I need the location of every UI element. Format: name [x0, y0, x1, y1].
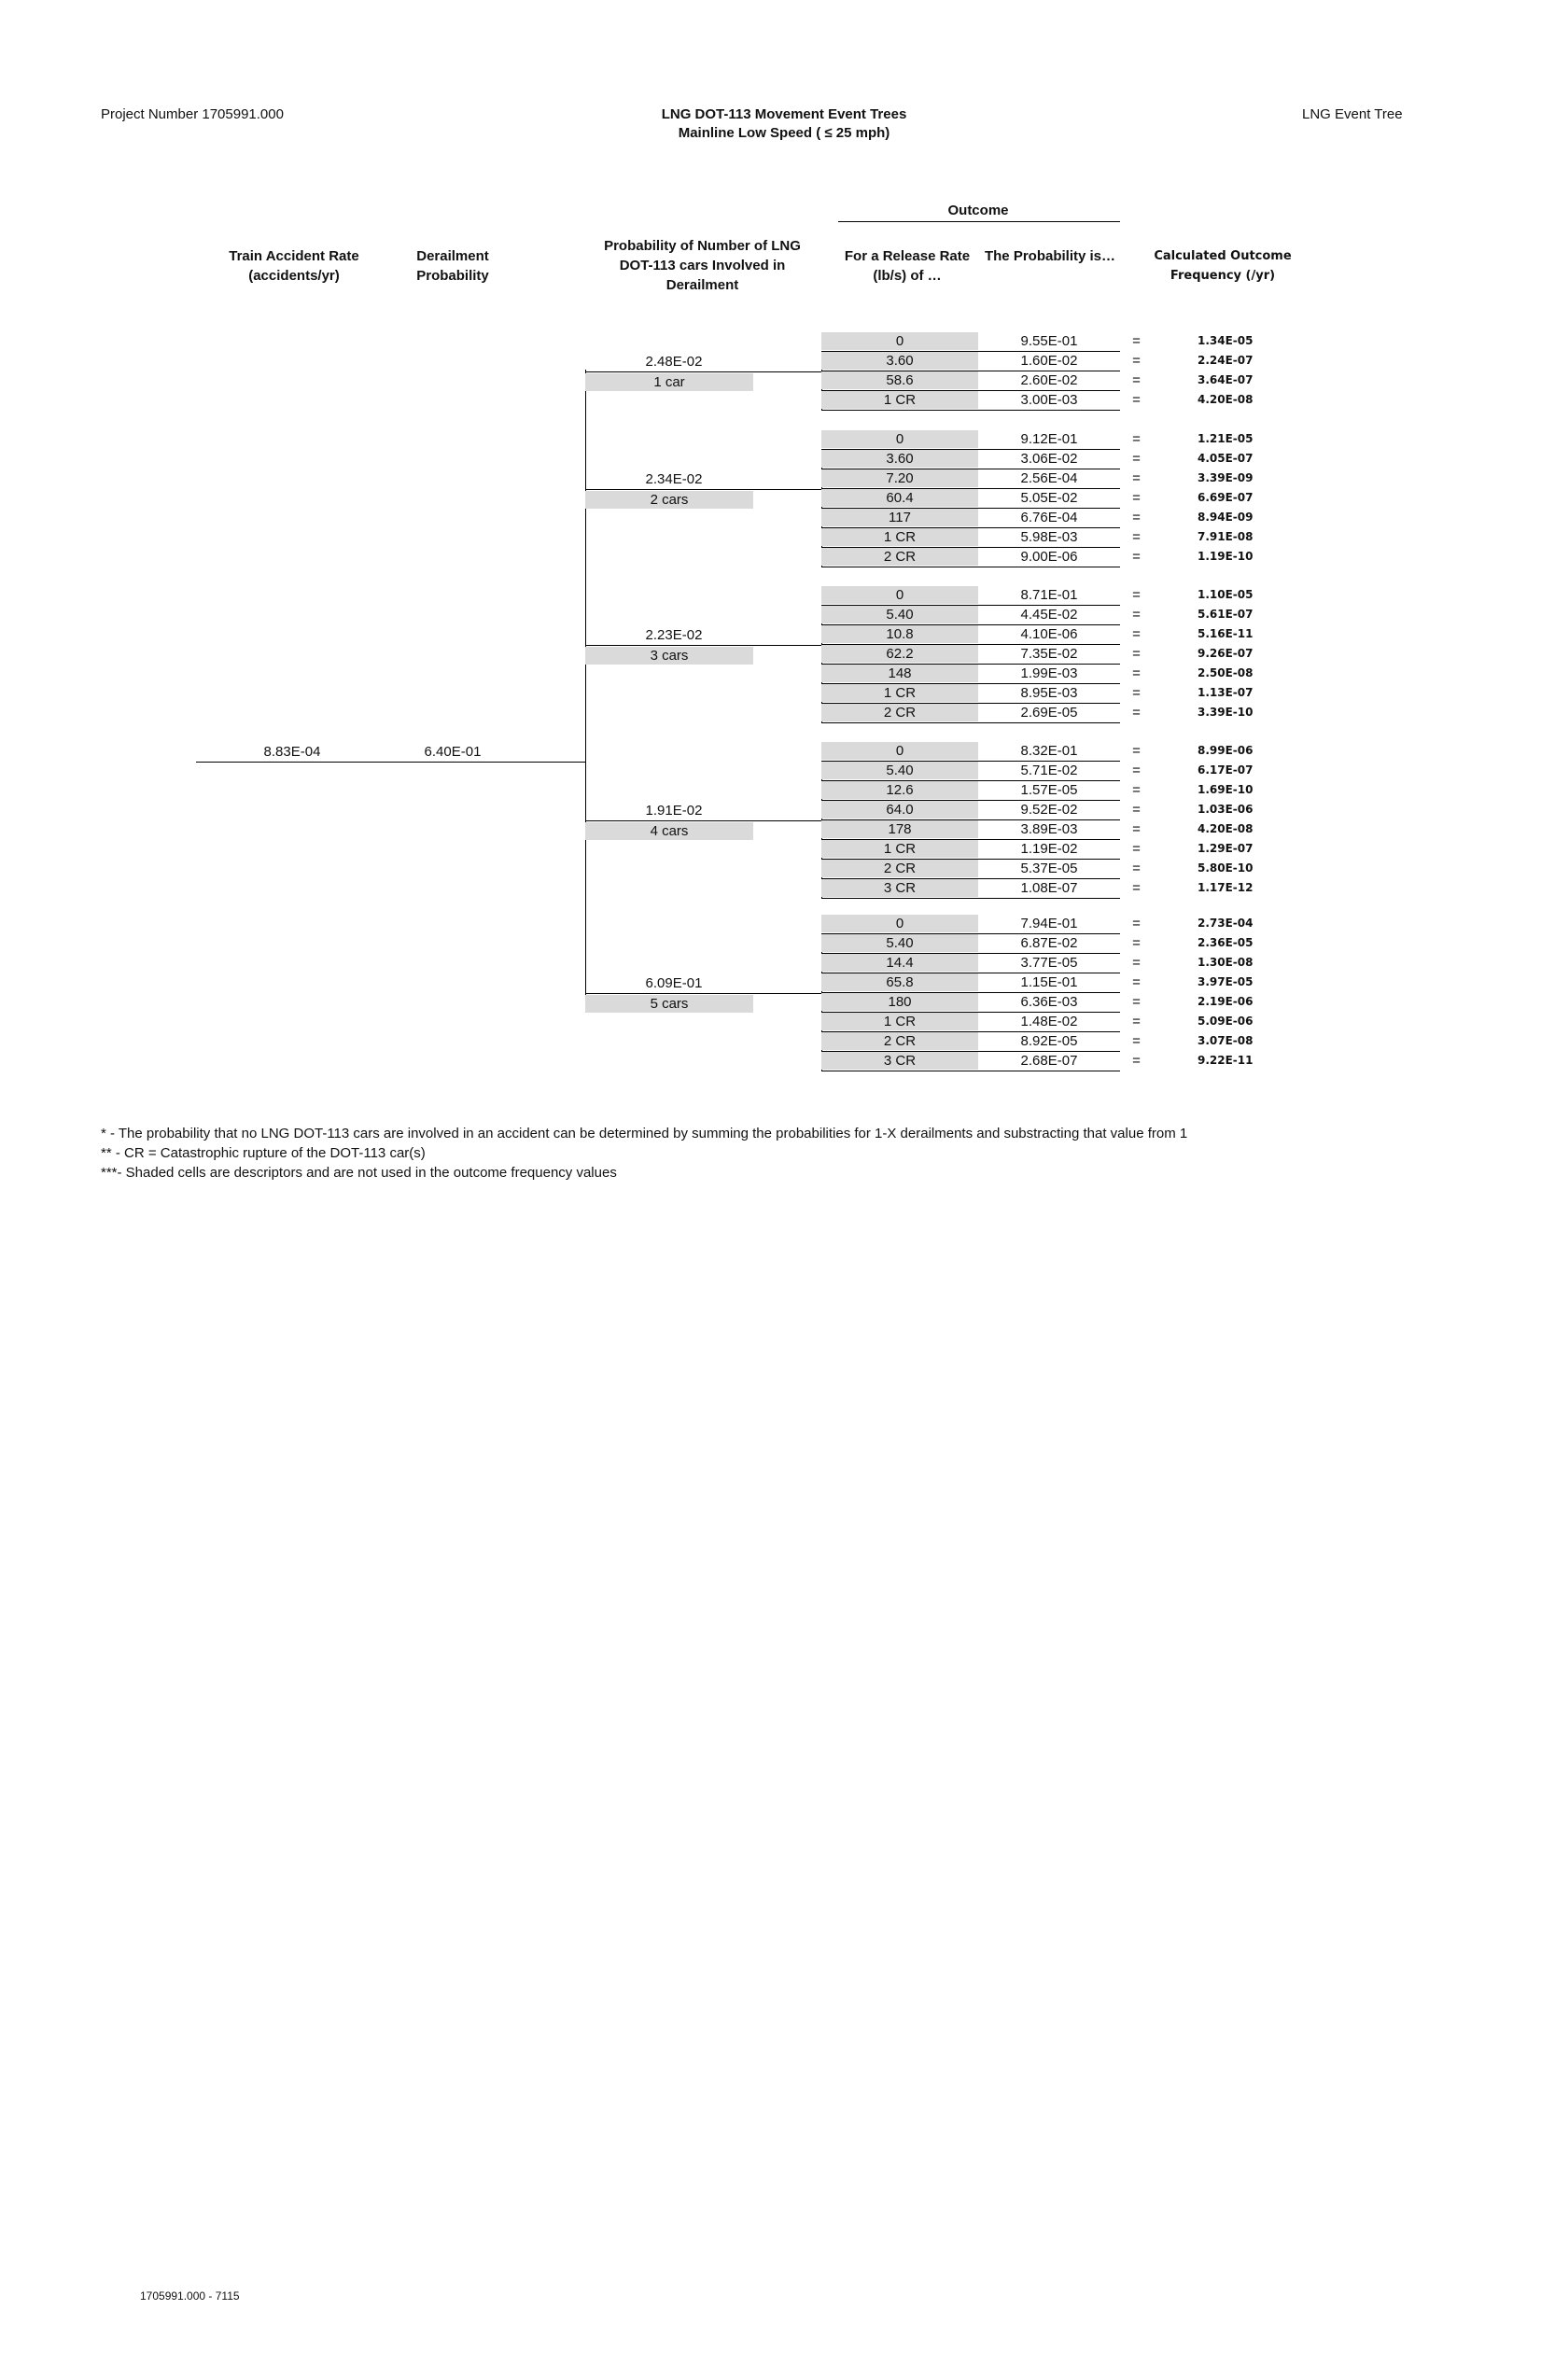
outcome-frequency-cell: 5.80E-10 [1198, 861, 1254, 875]
release-rate-cell: 0 [821, 915, 978, 932]
outcome-probability-cell: 5.37E-05 [1020, 861, 1078, 876]
outcome-frequency-cell: 6.17E-07 [1198, 763, 1254, 777]
outcome-frequency-cell: 4.20E-08 [1198, 822, 1254, 835]
outcome-probability-cell: 9.12E-01 [1020, 431, 1078, 447]
branch-line [585, 371, 821, 372]
outcome-probability-cell: 9.55E-01 [1020, 333, 1078, 349]
release-rate-cell: 1 CR [821, 391, 978, 409]
outcome-frequency-cell: 1.03E-06 [1198, 803, 1254, 816]
outcome-frequency-cell: 1.30E-08 [1198, 956, 1254, 969]
outcome-frequency-cell: 3.39E-09 [1198, 471, 1254, 484]
branch-probability: 1.91E-02 [645, 803, 703, 819]
release-rate-cell: 0 [821, 742, 978, 760]
outcome-probability-cell: 8.32E-01 [1020, 743, 1078, 759]
release-rate-cell: 60.4 [821, 489, 978, 507]
equals-sign: = [1132, 1033, 1141, 1049]
equals-sign: = [1132, 490, 1141, 506]
outcome-probability-cell: 6.76E-04 [1020, 510, 1078, 525]
outcome-probability-cell: 4.45E-02 [1020, 607, 1078, 623]
outcome-header: Outcome [947, 203, 1009, 218]
release-rate-cell: 62.2 [821, 645, 978, 663]
note-1: * - The probability that no LNG DOT-113 cars are involved in an accident can be determined by summing the probabilities for 1-X derailments and substracting that value from 1 [101, 1126, 1188, 1141]
equals-sign: = [1132, 333, 1141, 349]
release-rate-cell: 0 [821, 586, 978, 604]
equals-sign: = [1132, 372, 1141, 388]
branch-line [585, 993, 821, 994]
release-rate-cell: 10.8 [821, 625, 978, 643]
equals-sign: = [1132, 763, 1141, 778]
outcome-probability-cell: 1.60E-02 [1020, 353, 1078, 369]
equals-sign: = [1132, 841, 1141, 857]
branch-probability: 6.09E-01 [645, 975, 703, 991]
cars-branch-trunk [585, 370, 586, 1001]
outcome-probability-cell: 1.48E-02 [1020, 1014, 1078, 1029]
release-rate-cell: 3.60 [821, 450, 978, 468]
release-rate-cell: 65.8 [821, 973, 978, 991]
outcome-probability-cell: 5.98E-03 [1020, 529, 1078, 545]
outcome-frequency-cell: 3.39E-10 [1198, 706, 1254, 719]
num-cars-probability-header: Probability of Number of LNG DOT-113 cars Involved in Derailment [604, 238, 801, 293]
equals-sign: = [1132, 626, 1141, 642]
equals-sign: = [1132, 782, 1141, 798]
outcome-probability-cell: 1.08E-07 [1020, 880, 1078, 896]
release-rate-cell: 117 [821, 509, 978, 526]
equals-sign: = [1132, 802, 1141, 818]
equals-sign: = [1132, 510, 1141, 525]
release-rate-cell: 3 CR [821, 1052, 978, 1070]
outcome-frequency-cell: 2.19E-06 [1198, 995, 1254, 1008]
outcome-probability-cell: 9.00E-06 [1020, 549, 1078, 565]
outcome-probability-cell: 4.10E-06 [1020, 626, 1078, 642]
release-rate-cell: 2 CR [821, 1032, 978, 1050]
release-rate-cell: 5.40 [821, 934, 978, 952]
equals-sign: = [1132, 353, 1141, 369]
equals-sign: = [1132, 821, 1141, 837]
release-rate-cell: 7.20 [821, 469, 978, 487]
outcome-frequency-cell: 3.97E-05 [1198, 975, 1254, 988]
equals-sign: = [1132, 529, 1141, 545]
outcome-underline [838, 221, 1120, 222]
sheet-label: LNG Event Tree [1302, 106, 1403, 122]
branch-line [585, 645, 821, 646]
outcome-frequency-cell: 1.17E-12 [1198, 881, 1254, 894]
outcome-probability-cell: 2.56E-04 [1020, 470, 1078, 486]
release-rate-cell: 5.40 [821, 762, 978, 779]
note-3: ***- Shaded cells are descriptors and are not used in the outcome frequency values [101, 1165, 617, 1181]
probability-is-header: The Probability is… [984, 248, 1116, 264]
page-title: LNG DOT-113 Movement Event Trees [661, 106, 907, 122]
release-rate-cell: 3.60 [821, 352, 978, 370]
branch-label: 1 car [585, 373, 753, 391]
outcome-probability-cell: 6.87E-02 [1020, 935, 1078, 951]
release-rate-cell: 1 CR [821, 1013, 978, 1030]
outcome-frequency-cell: 1.34E-05 [1198, 334, 1254, 347]
outcome-frequency-cell: 2.73E-04 [1198, 917, 1254, 930]
release-rate-cell: 58.6 [821, 371, 978, 389]
outcome-probability-cell: 3.89E-03 [1020, 821, 1078, 837]
equals-sign: = [1132, 974, 1141, 990]
release-rate-header: For a Release Rate (lb/s) of … [844, 248, 971, 284]
branch-line [585, 820, 821, 821]
equals-sign: = [1132, 861, 1141, 876]
branch-probability: 2.48E-02 [645, 354, 703, 370]
equals-sign: = [1132, 743, 1141, 759]
outcome-frequency-cell: 7.91E-08 [1198, 530, 1254, 543]
outcome-frequency-cell: 8.99E-06 [1198, 744, 1254, 757]
release-rate-cell: 2 CR [821, 704, 978, 721]
outcome-probability-cell: 8.95E-03 [1020, 685, 1078, 701]
branch-line [585, 489, 821, 490]
release-rate-cell: 0 [821, 430, 978, 448]
equals-sign: = [1132, 646, 1141, 662]
release-rate-cell: 1 CR [821, 684, 978, 702]
equals-sign: = [1132, 549, 1141, 565]
outcome-frequency-cell: 3.07E-08 [1198, 1034, 1254, 1047]
row-underline [821, 410, 1120, 411]
document-id-footer: 1705991.000 - 7115 [140, 2289, 240, 2303]
outcome-probability-cell: 3.06E-02 [1020, 451, 1078, 467]
outcome-frequency-cell: 2.24E-07 [1198, 354, 1254, 367]
derailment-probability-header: Derailment Probability [416, 248, 489, 284]
page-subtitle: Mainline Low Speed ( ≤ 25 mph) [678, 125, 890, 141]
root-branch-line [196, 762, 586, 763]
equals-sign: = [1132, 880, 1141, 896]
release-rate-cell: 12.6 [821, 781, 978, 799]
release-rate-cell: 2 CR [821, 548, 978, 566]
equals-sign: = [1132, 587, 1141, 603]
outcome-frequency-cell: 1.69E-10 [1198, 783, 1254, 796]
branch-label: 3 cars [585, 647, 753, 665]
outcome-frequency-cell: 1.19E-10 [1198, 550, 1254, 563]
equals-sign: = [1132, 1014, 1141, 1029]
equals-sign: = [1132, 685, 1141, 701]
outcome-probability-cell: 1.99E-03 [1020, 665, 1078, 681]
equals-sign: = [1132, 1053, 1141, 1069]
project-number: Project Number 1705991.000 [101, 106, 284, 122]
release-rate-cell: 148 [821, 665, 978, 682]
outcome-probability-cell: 3.77E-05 [1020, 955, 1078, 971]
branch-probability: 2.23E-02 [645, 627, 703, 643]
equals-sign: = [1132, 665, 1141, 681]
outcome-frequency-cell: 4.05E-07 [1198, 452, 1254, 465]
release-rate-cell: 1 CR [821, 528, 978, 546]
release-rate-cell: 1 CR [821, 840, 978, 858]
outcome-frequency-cell: 2.36E-05 [1198, 936, 1254, 949]
row-underline [821, 722, 1120, 723]
outcome-frequency-cell: 4.20E-08 [1198, 393, 1254, 406]
outcome-frequency-cell: 1.29E-07 [1198, 842, 1254, 855]
release-rate-cell: 178 [821, 820, 978, 838]
branch-label: 5 cars [585, 995, 753, 1013]
outcome-probability-cell: 8.71E-01 [1020, 587, 1078, 603]
outcome-probability-cell: 1.19E-02 [1020, 841, 1078, 857]
outcome-probability-cell: 7.94E-01 [1020, 916, 1078, 931]
outcome-frequency-cell: 9.26E-07 [1198, 647, 1254, 660]
release-rate-cell: 0 [821, 332, 978, 350]
outcome-frequency-cell: 1.21E-05 [1198, 432, 1254, 445]
train-accident-rate-header: Train Accident Rate (accidents/yr) [229, 248, 359, 284]
equals-sign: = [1132, 392, 1141, 408]
train-accident-rate-value: 8.83E-04 [263, 744, 321, 760]
outcome-frequency-cell: 5.16E-11 [1198, 627, 1254, 640]
outcome-frequency-cell: 6.69E-07 [1198, 491, 1254, 504]
equals-sign: = [1132, 916, 1141, 931]
release-rate-cell: 14.4 [821, 954, 978, 972]
outcome-frequency-cell: 1.10E-05 [1198, 588, 1254, 601]
outcome-probability-cell: 2.69E-05 [1020, 705, 1078, 721]
outcome-probability-cell: 5.05E-02 [1020, 490, 1078, 506]
release-rate-cell: 64.0 [821, 801, 978, 819]
outcome-probability-cell: 5.71E-02 [1020, 763, 1078, 778]
outcome-probability-cell: 3.00E-03 [1020, 392, 1078, 408]
equals-sign: = [1132, 470, 1141, 486]
equals-sign: = [1132, 705, 1141, 721]
equals-sign: = [1132, 994, 1141, 1010]
outcome-probability-cell: 1.57E-05 [1020, 782, 1078, 798]
outcome-probability-cell: 2.60E-02 [1020, 372, 1078, 388]
outcome-frequency-cell: 5.09E-06 [1198, 1015, 1254, 1028]
calculated-frequency-header: Calculated Outcome Frequency (/yr) [1154, 249, 1292, 283]
outcome-probability-cell: 9.52E-02 [1020, 802, 1078, 818]
branch-label: 2 cars [585, 491, 753, 509]
outcome-probability-cell: 7.35E-02 [1020, 646, 1078, 662]
outcome-frequency-cell: 2.50E-08 [1198, 666, 1254, 679]
outcome-frequency-cell: 8.94E-09 [1198, 511, 1254, 524]
release-rate-cell: 5.40 [821, 606, 978, 623]
branch-probability: 2.34E-02 [645, 471, 703, 487]
outcome-frequency-cell: 3.64E-07 [1198, 373, 1254, 386]
branch-label: 4 cars [585, 822, 753, 840]
equals-sign: = [1132, 451, 1141, 467]
outcome-frequency-cell: 5.61E-07 [1198, 608, 1254, 621]
outcome-probability-cell: 2.68E-07 [1020, 1053, 1078, 1069]
equals-sign: = [1132, 935, 1141, 951]
row-underline [821, 898, 1120, 899]
release-rate-cell: 3 CR [821, 879, 978, 897]
note-2: ** - CR = Catastrophic rupture of the DOT-113 car(s) [101, 1145, 426, 1161]
outcome-probability-cell: 8.92E-05 [1020, 1033, 1078, 1049]
outcome-frequency-cell: 1.13E-07 [1198, 686, 1254, 699]
release-rate-cell: 2 CR [821, 860, 978, 877]
outcome-frequency-cell: 9.22E-11 [1198, 1054, 1254, 1067]
outcome-probability-cell: 6.36E-03 [1020, 994, 1078, 1010]
release-rate-cell: 180 [821, 993, 978, 1011]
equals-sign: = [1132, 431, 1141, 447]
equals-sign: = [1132, 607, 1141, 623]
outcome-probability-cell: 1.15E-01 [1020, 974, 1078, 990]
equals-sign: = [1132, 955, 1141, 971]
derailment-probability-value: 6.40E-01 [424, 744, 482, 760]
